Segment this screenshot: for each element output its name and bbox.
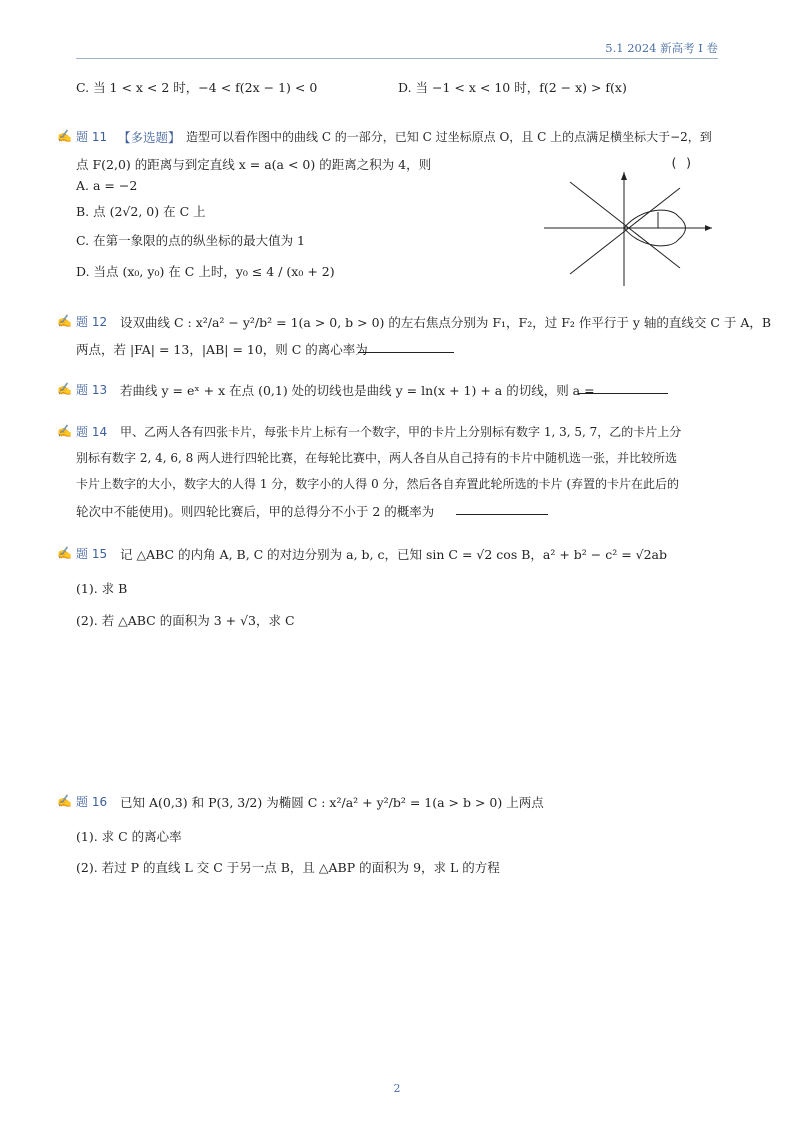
- q14-line3: 卡片上数字的大小，数字大的人得 1 分，数字小的人得 0 分，然后各自弃置此轮所选的卡片 (弃置的卡片在此后的: [76, 477, 680, 491]
- q11-answer-paren: ( ): [670, 155, 693, 170]
- pencil-icon: ✍: [57, 794, 72, 808]
- q11-tag: 【多选题】: [118, 130, 181, 145]
- curve-branch-b: [570, 188, 680, 274]
- q11-line2: 点 F(2,0) 的距离与到定直线 x = a(a < 0) 的距离之积为 4，则: [76, 157, 432, 172]
- curve-branch-a: [570, 182, 680, 268]
- q11-line1: 造型可以看作图中的曲线 C 的一部分，已知 C 过坐标原点 O，且 C 上的点满足横坐标大于−2，到: [186, 130, 712, 144]
- prev-option-d: D. 当 −1 < x < 10 时，f(2 − x) > f(x): [398, 80, 627, 95]
- q14-line1: 甲、乙两人各有四张卡片，每张卡片上标有一个数字，甲的卡片上分别标有数字 1, 3, 5, 7，乙的卡片上分: [120, 425, 682, 439]
- q15-label: 题 15: [76, 547, 108, 561]
- q12-label: 题 12: [76, 315, 108, 329]
- q11-option-d: D. 当点 (x₀, y₀) 在 C 上时，y₀ ≤ 4 / (x₀ + 2): [76, 264, 335, 279]
- q14-line4: 轮次中不能使用)。则四轮比赛后，甲的总得分不小于 2 的概率为: [76, 504, 435, 519]
- q14-line2: 别标有数字 2, 4, 6, 8 两人进行四轮比赛，在每轮比赛中，两人各自从自己持有的卡片中随机选一张，并比较所选: [76, 451, 678, 465]
- q13-answer-blank: [578, 381, 668, 394]
- pencil-icon: ✍: [57, 424, 72, 438]
- prev-option-c: C. 当 1 < x < 2 时，−4 < f(2x − 1) < 0: [76, 80, 318, 95]
- q11-option-b: B. 点 (2√2, 0) 在 C 上: [76, 204, 206, 219]
- q14-label: 题 14: [76, 425, 108, 439]
- pencil-icon: ✍: [57, 382, 72, 396]
- q13-label: 题 13: [76, 383, 108, 397]
- q12-line2: 两点，若 |FA| = 13，|AB| = 10，则 C 的离心率为: [76, 342, 368, 357]
- curve-figure: [540, 168, 715, 288]
- header-rule: [76, 58, 718, 59]
- q16-part2: (2). 若过 P 的直线 L 交 C 于另一点 B，且 △ABP 的面积为 9，求 L 的方程: [76, 860, 500, 875]
- pencil-icon: ✍: [57, 129, 72, 143]
- y-axis-arrow: [621, 172, 627, 180]
- x-axis-arrow: [705, 225, 712, 231]
- q11-option-a: A. a = −2: [76, 178, 138, 193]
- q16-line1: 已知 A(0,3) 和 P(3, 3/2) 为椭圆 C : x²/a² + y²/b² = 1(a > b > 0) 上两点: [120, 795, 544, 810]
- q11-label: 题 11: [76, 130, 108, 144]
- q16-label: 题 16: [76, 795, 108, 809]
- q15-line1: 记 △ABC 的内角 A, B, C 的对边分别为 a, b, c，已知 sin C = √2 cos B，a² + b² − c² = √2ab: [120, 547, 668, 562]
- q14-answer-blank: [456, 502, 548, 515]
- q12-line1: 设双曲线 C : x²/a² − y²/b² = 1(a > 0, b > 0) 的左右焦点分别为 F₁，F₂，过 F₂ 作平行于 y 轴的直线交 C 于 A，B: [120, 315, 772, 330]
- q13-line1: 若曲线 y = eˣ + x 在点 (0,1) 处的切线也是曲线 y = ln(x + 1) + a 的切线，则 a =: [120, 383, 595, 398]
- q11-option-c: C. 在第一象限的点的纵坐标的最大值为 1: [76, 233, 305, 248]
- header-title: 5.1 2024 新高考 I 卷: [605, 41, 718, 55]
- page-number: 2: [393, 1082, 401, 1095]
- q16-part1: (1). 求 C 的离心率: [76, 829, 182, 844]
- pencil-icon: ✍: [57, 314, 72, 328]
- q15-part1: (1). 求 B: [76, 581, 128, 596]
- q12-answer-blank: [358, 340, 454, 353]
- pencil-icon: ✍: [57, 546, 72, 560]
- q15-part2: (2). 若 △ABC 的面积为 3 + √3，求 C: [76, 613, 295, 628]
